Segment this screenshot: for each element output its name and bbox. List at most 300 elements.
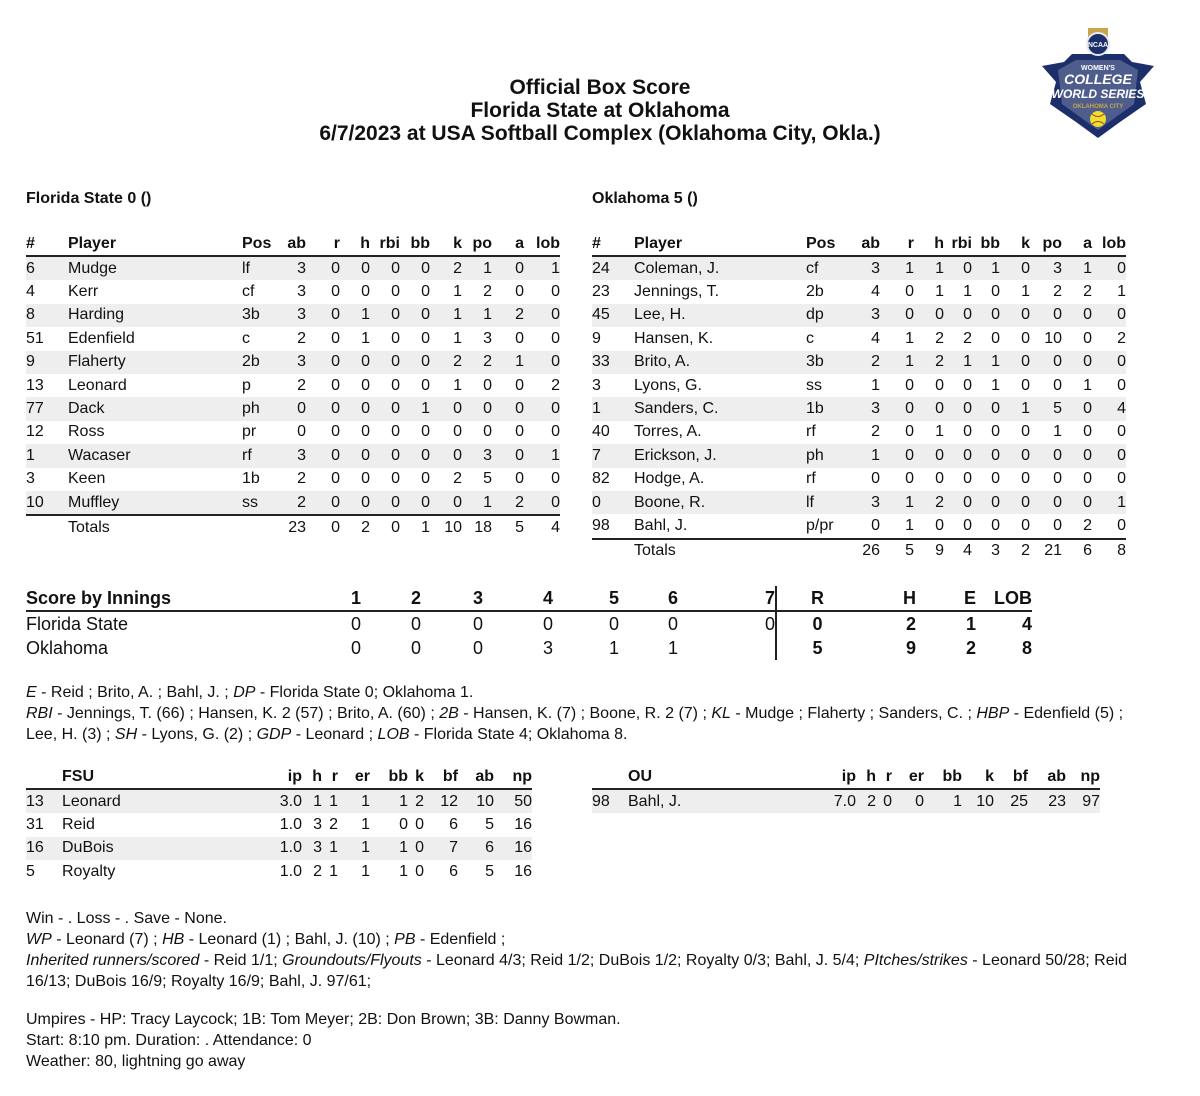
table-cell: 0: [391, 283, 400, 301]
totals-cell: 3: [991, 542, 1000, 560]
table-cell: 1: [905, 329, 914, 347]
table-cell: 0: [944, 256, 972, 280]
table-cell: 0: [880, 304, 914, 327]
table-cell: 0: [991, 329, 1000, 347]
table-cell: 0: [1000, 491, 1030, 514]
title-line-1: Official Box Score: [509, 76, 691, 99]
table-cell: 5: [483, 470, 492, 488]
table-cell: 0: [462, 397, 492, 420]
innings-row: [26, 636, 1032, 660]
table-cell: 1: [1092, 491, 1126, 514]
table-cell: 3: [26, 470, 35, 488]
table-cell: 13: [26, 376, 44, 394]
table-cell: 0: [453, 423, 462, 441]
table-cell: 1: [370, 789, 408, 813]
column-header: k: [430, 233, 462, 256]
table-cell: 0: [524, 304, 560, 327]
table-cell: ph: [806, 444, 850, 467]
table-cell: 2: [297, 470, 306, 488]
table-cell: 6: [458, 837, 494, 860]
table-cell: 0: [331, 283, 340, 301]
table-cell: 1: [26, 444, 68, 467]
column-header: po: [462, 233, 492, 256]
logo-city-text: OKLAHOMA CITY: [1072, 104, 1124, 110]
sh-text: - Lyons, G. (2) ;: [137, 726, 257, 743]
umpires-line: Umpires - HP: Tracy Laycock; 1B: Tom Meyer; 2B: Don Brown; 3B: Danny Bowman.: [26, 1011, 621, 1028]
inning-score: 0: [410, 613, 421, 634]
table-cell: 0: [483, 423, 492, 441]
table-cell: p/pr: [806, 514, 850, 538]
table-cell: pr: [242, 423, 257, 441]
table-cell: c: [806, 329, 814, 347]
table-cell: 6: [449, 862, 458, 880]
table-cell: 0: [880, 444, 914, 467]
table-cell: 0: [944, 514, 972, 538]
table-cell: 51: [26, 329, 44, 347]
table-cell: 1: [914, 256, 944, 280]
table-row: [592, 280, 1126, 303]
totals-header: H: [858, 586, 916, 611]
away-team-title: Florida State 0 (): [26, 190, 152, 207]
table-cell: 98: [592, 789, 628, 813]
table-cell: Bahl, J.: [634, 514, 806, 538]
table-cell: 77: [26, 397, 68, 420]
table-cell: 0: [1000, 444, 1030, 467]
wp-hb-pb-line: [26, 929, 1156, 950]
table-cell: 0: [905, 283, 914, 301]
table-cell: 0: [524, 351, 560, 374]
pb-text: - Edenfield ;: [415, 931, 506, 948]
totals-cell: Totals: [68, 518, 110, 536]
game-info: [26, 1009, 1156, 1072]
table-cell: 1.0: [279, 862, 302, 880]
table-cell: 0: [972, 304, 1000, 327]
table-cell: Sanders, C.: [634, 397, 806, 420]
table-cell: 0: [524, 397, 560, 420]
table-row: [592, 491, 1126, 514]
pitching-notes: [26, 908, 1156, 992]
table-cell: Lee, H.: [634, 304, 806, 327]
table-cell: dp: [806, 304, 850, 327]
column-header: bb: [972, 233, 1000, 256]
totals-header: E: [916, 586, 976, 611]
innings-total: 4: [1021, 613, 1032, 634]
table-cell: ph: [242, 397, 284, 420]
table-cell: 0: [370, 444, 400, 467]
table-cell: p: [242, 376, 251, 394]
table-cell: 0: [1062, 444, 1092, 467]
table-cell: Mudge: [68, 256, 242, 280]
table-row: [592, 256, 1126, 280]
table-cell: 2: [963, 329, 972, 347]
table-cell: 3.0: [252, 789, 302, 813]
table-cell: 0: [1000, 514, 1030, 538]
column-header: ab: [1028, 766, 1066, 789]
table-cell: 1: [972, 351, 1000, 374]
table-cell: 1: [400, 397, 430, 420]
table-cell: 0: [400, 444, 430, 467]
table-cell: 0: [1000, 256, 1030, 280]
table-cell: 0: [892, 789, 924, 813]
column-header: h: [914, 233, 944, 256]
innings-total: 0: [812, 613, 823, 634]
table-cell: 0: [914, 514, 944, 538]
table-cell: 2: [914, 351, 944, 374]
table-cell: Edenfield: [68, 329, 135, 347]
table-cell: 3b: [806, 351, 850, 374]
column-header: r: [306, 233, 340, 256]
column-header: ab: [284, 233, 306, 256]
table-cell: 0: [515, 329, 524, 347]
inning-score: 0: [350, 613, 361, 634]
home-batting-table: [592, 233, 1126, 563]
table-cell: 6: [26, 256, 68, 280]
table-cell: 0: [370, 351, 400, 374]
totals-cell: Totals: [634, 542, 676, 560]
table-cell: 0: [421, 376, 430, 394]
table-row: [26, 789, 532, 813]
logo-softball: [1090, 111, 1106, 127]
table-cell: 0: [944, 397, 972, 420]
table-cell: 0: [1092, 304, 1126, 327]
table-cell: 3b: [242, 304, 284, 327]
table-cell: 4: [871, 283, 880, 301]
table-cell: 1: [361, 862, 370, 880]
table-row: [26, 813, 532, 836]
table-cell: c: [242, 329, 250, 347]
table-cell: 0: [306, 397, 340, 420]
table-cell: 1: [924, 789, 962, 813]
table-cell: 0: [914, 304, 944, 327]
table-cell: 0: [408, 837, 424, 860]
table-cell: Royalty: [62, 862, 116, 880]
inning-header: 5: [586, 586, 642, 611]
table-cell: 1: [524, 256, 560, 280]
table-cell: 1.0: [279, 816, 302, 834]
table-cell: 0: [1030, 514, 1062, 538]
inning-score: 3: [542, 637, 553, 658]
groundouts-text: - Leonard 4/3; Reid 1/2; DuBois 1/2; Royalty 0/3; Bahl, J. 5/4;: [421, 952, 864, 969]
table-cell: 0: [1092, 351, 1126, 374]
column-header: np: [1066, 766, 1100, 789]
table-cell: 1: [399, 862, 408, 880]
table-cell: 1: [850, 444, 880, 467]
table-cell: 3: [284, 444, 306, 467]
table-cell: 0: [340, 397, 370, 420]
table-cell: 0: [415, 816, 424, 834]
table-cell: 0: [400, 256, 430, 280]
table-cell: 2: [313, 862, 322, 880]
table-cell: 2: [1083, 283, 1092, 301]
table-cell: Keen: [68, 470, 106, 488]
table-cell: 2b: [242, 351, 284, 374]
table-cell: 0: [972, 514, 1000, 538]
table-cell: Brito, A.: [634, 351, 806, 374]
table-cell: 2: [871, 423, 880, 441]
totals-cell: [242, 515, 284, 539]
home-header-row: [592, 233, 1126, 256]
table-cell: 0: [306, 491, 340, 515]
table-cell: 0: [1021, 423, 1030, 441]
table-cell: 2: [1053, 283, 1062, 301]
table-cell: 1: [492, 351, 524, 374]
column-header: k: [1000, 233, 1030, 256]
table-cell: 0: [421, 470, 430, 488]
fsu-pitching-header-row: [26, 766, 532, 789]
hbp-text: - Edenfield (5) ; Lee, H. (3) ;: [26, 705, 1124, 743]
start-line: Start: 8:10 pm. Duration: . Attendance: 0: [26, 1032, 312, 1049]
table-cell: 16: [26, 837, 62, 860]
inning-score: 0: [472, 613, 483, 634]
table-cell: 1: [338, 837, 370, 860]
groundouts-label: Groundouts/Flyouts: [282, 952, 422, 969]
innings-total: 1: [965, 613, 976, 634]
inning-score: 0: [542, 613, 553, 634]
table-row: [592, 789, 1100, 813]
table-cell: 0: [1030, 491, 1062, 514]
table-cell: 10: [26, 491, 68, 515]
table-cell: 0: [483, 376, 492, 394]
table-cell: 0: [1053, 376, 1062, 394]
table-cell: rf: [242, 444, 284, 467]
table-cell: 0: [991, 470, 1000, 488]
table-cell: 4: [26, 283, 35, 301]
table-cell: Kerr: [68, 283, 99, 301]
table-cell: 0: [991, 423, 1000, 441]
title-line-3: 6/7/2023 at USA Softball Complex (Oklahoma City, Okla.): [319, 122, 881, 145]
table-cell: 3: [850, 397, 880, 420]
table-cell: 2: [1117, 329, 1126, 347]
table-cell: 4: [871, 329, 880, 347]
totals-cell: [806, 539, 850, 563]
table-cell: 0: [972, 491, 1000, 514]
innings-row: [26, 611, 1032, 636]
column-header: h: [302, 766, 322, 789]
table-cell: 0: [1083, 423, 1092, 441]
column-header: rbi: [944, 233, 972, 256]
table-cell: 7: [592, 444, 634, 467]
table-row: [592, 304, 1126, 327]
table-cell: 0: [914, 397, 944, 420]
table-cell: 0: [1062, 351, 1092, 374]
table-cell: 16: [494, 837, 532, 860]
table-row: [26, 351, 560, 374]
table-row: [26, 280, 560, 303]
table-cell: 5: [1030, 397, 1062, 420]
pitches-strikes-label: PItches/strikes: [863, 952, 968, 969]
table-cell: 0: [1053, 470, 1062, 488]
table-row: [26, 860, 532, 883]
table-cell: 1: [361, 329, 370, 347]
hbp-label: HBP: [976, 705, 1010, 722]
column-header: bb: [370, 766, 408, 789]
table-cell: 0: [1092, 514, 1126, 538]
table-cell: 0: [492, 397, 524, 420]
table-row: [592, 327, 1126, 350]
column-header: er: [892, 766, 924, 789]
table-cell: 0: [492, 256, 524, 280]
table-cell: 33: [592, 351, 634, 374]
table-cell: 0: [935, 470, 944, 488]
innings-title: Score by Innings: [26, 586, 326, 611]
table-row: [592, 421, 1126, 444]
table-cell: Ross: [68, 423, 105, 441]
inning-score: 0: [410, 637, 421, 658]
table-cell: 0: [370, 397, 400, 420]
column-header: r: [322, 766, 338, 789]
totals-cell: 9: [935, 542, 944, 560]
table-cell: 0: [340, 351, 370, 374]
innings-total: 2: [965, 637, 976, 658]
totals-cell: 5: [515, 518, 524, 536]
table-cell: 12: [424, 789, 458, 813]
table-cell: 2: [462, 351, 492, 374]
totals-header: R: [776, 586, 858, 611]
table-cell: 0: [972, 397, 1000, 420]
column-header: Player: [634, 233, 806, 256]
table-cell: ss: [806, 376, 822, 394]
column-header: ip: [814, 766, 856, 789]
table-row: [26, 256, 560, 280]
table-cell: 7.0: [814, 789, 856, 813]
table-cell: 0: [1062, 397, 1092, 420]
table-cell: 40: [592, 423, 610, 441]
table-cell: 2: [408, 789, 424, 813]
hb-text: - Leonard (1) ; Bahl, J. (10) ;: [184, 931, 395, 948]
table-cell: 6: [449, 816, 458, 834]
pitches-strikes-text: - Leonard 50/28; Reid 16/13; DuBois 16/9; Royalty 16/9; Bahl, J. 97/61;: [26, 952, 1128, 990]
table-cell: 0: [391, 329, 400, 347]
table-cell: 45: [592, 304, 634, 327]
table-cell: 0: [935, 376, 944, 394]
table-cell: 12: [26, 423, 44, 441]
table-cell: 0: [1117, 423, 1126, 441]
column-header: rbi: [370, 233, 400, 256]
totals-cell: 6: [1083, 542, 1092, 560]
inning-score: 0: [472, 637, 483, 658]
table-cell: 13: [26, 789, 62, 813]
table-cell: 3: [1030, 256, 1062, 280]
inning-score: 0: [704, 611, 776, 636]
table-cell: 0: [1092, 256, 1126, 280]
table-row: [26, 837, 532, 860]
column-header: k: [408, 766, 424, 789]
column-header: ab: [458, 766, 494, 789]
column-header: np: [494, 766, 532, 789]
table-row: [26, 468, 560, 491]
inning-header: 4: [510, 586, 586, 611]
column-header: Pos: [806, 233, 850, 256]
table-cell: 0: [551, 423, 560, 441]
table-cell: 7: [424, 837, 458, 860]
table-cell: 0: [400, 304, 430, 327]
table-cell: 1: [944, 351, 972, 374]
table-cell: 2b: [806, 283, 824, 301]
table-row: [592, 514, 1126, 538]
blank-header: [26, 766, 62, 789]
totals-cell: [26, 515, 68, 539]
table-cell: 1b: [806, 397, 850, 420]
column-header: r: [880, 233, 914, 256]
game-notes: [26, 682, 1156, 745]
table-cell: 1: [880, 491, 914, 514]
rbi-text: - Jennings, T. (66) ; Hansen, K. 2 (57) ; Brito, A. (60) ;: [52, 705, 440, 722]
table-cell: 1: [430, 304, 462, 327]
innings-total: 8: [1021, 637, 1032, 658]
table-cell: 2: [297, 376, 306, 394]
table-cell: 0: [492, 444, 524, 467]
table-cell: 3: [483, 329, 492, 347]
logo-womens-text: WOMEN'S: [1081, 65, 1115, 72]
logo-world-series-text: WORLD SERIES: [1051, 87, 1145, 101]
table-cell: 3: [462, 444, 492, 467]
table-cell: 0: [421, 283, 430, 301]
table-cell: 0: [1021, 470, 1030, 488]
table-cell: 0: [400, 351, 430, 374]
column-header: lob: [524, 233, 560, 256]
table-cell: 0: [361, 470, 370, 488]
table-cell: 0: [370, 256, 400, 280]
table-cell: 0: [880, 397, 914, 420]
inning-score: 0: [350, 637, 361, 658]
title-line-2: Florida State at Oklahoma: [470, 99, 730, 122]
column-header: #: [592, 233, 634, 256]
table-cell: 0: [963, 423, 972, 441]
table-cell: 50: [494, 789, 532, 813]
table-cell: 3: [850, 491, 880, 514]
sh-label: SH: [114, 726, 138, 743]
table-cell: 1: [361, 816, 370, 834]
inning-score: 0: [608, 613, 619, 634]
table-cell: 0: [284, 397, 306, 420]
table-cell: 1: [340, 304, 370, 327]
e-label: E: [26, 684, 37, 701]
table-cell: 0: [1000, 304, 1030, 327]
table-cell: ss: [242, 491, 284, 515]
table-cell: 1: [935, 423, 944, 441]
table-cell: 25: [994, 789, 1028, 813]
table-cell: 1: [462, 491, 492, 515]
table-cell: DuBois: [62, 837, 252, 860]
totals-cell: 2: [361, 518, 370, 536]
column-header: a: [1062, 233, 1092, 256]
column-header: ip: [252, 766, 302, 789]
table-row: [26, 491, 560, 515]
table-cell: 1b: [242, 470, 260, 488]
table-cell: 0: [306, 444, 340, 467]
table-cell: 97: [1066, 789, 1100, 813]
table-cell: Coleman, J.: [634, 256, 806, 280]
inning-score: [704, 636, 776, 660]
table-cell: 1: [338, 789, 370, 813]
table-cell: Erickson, J.: [634, 444, 806, 467]
away-batting-table: [26, 233, 560, 540]
table-cell: 0: [1083, 470, 1092, 488]
table-cell: rf: [806, 423, 816, 441]
table-cell: 0: [340, 256, 370, 280]
totals-cell: 21: [1044, 542, 1062, 560]
table-cell: 1: [322, 789, 338, 813]
table-cell: 2: [551, 376, 560, 394]
table-cell: 5: [485, 816, 494, 834]
hb-label: HB: [162, 931, 185, 948]
table-cell: 1: [322, 837, 338, 860]
table-cell: 1: [935, 283, 944, 301]
home-team-title: Oklahoma 5 (): [592, 190, 698, 207]
dp-label: DP: [233, 684, 256, 701]
notes-line-1: [26, 682, 1156, 703]
table-cell: 0: [905, 423, 914, 441]
